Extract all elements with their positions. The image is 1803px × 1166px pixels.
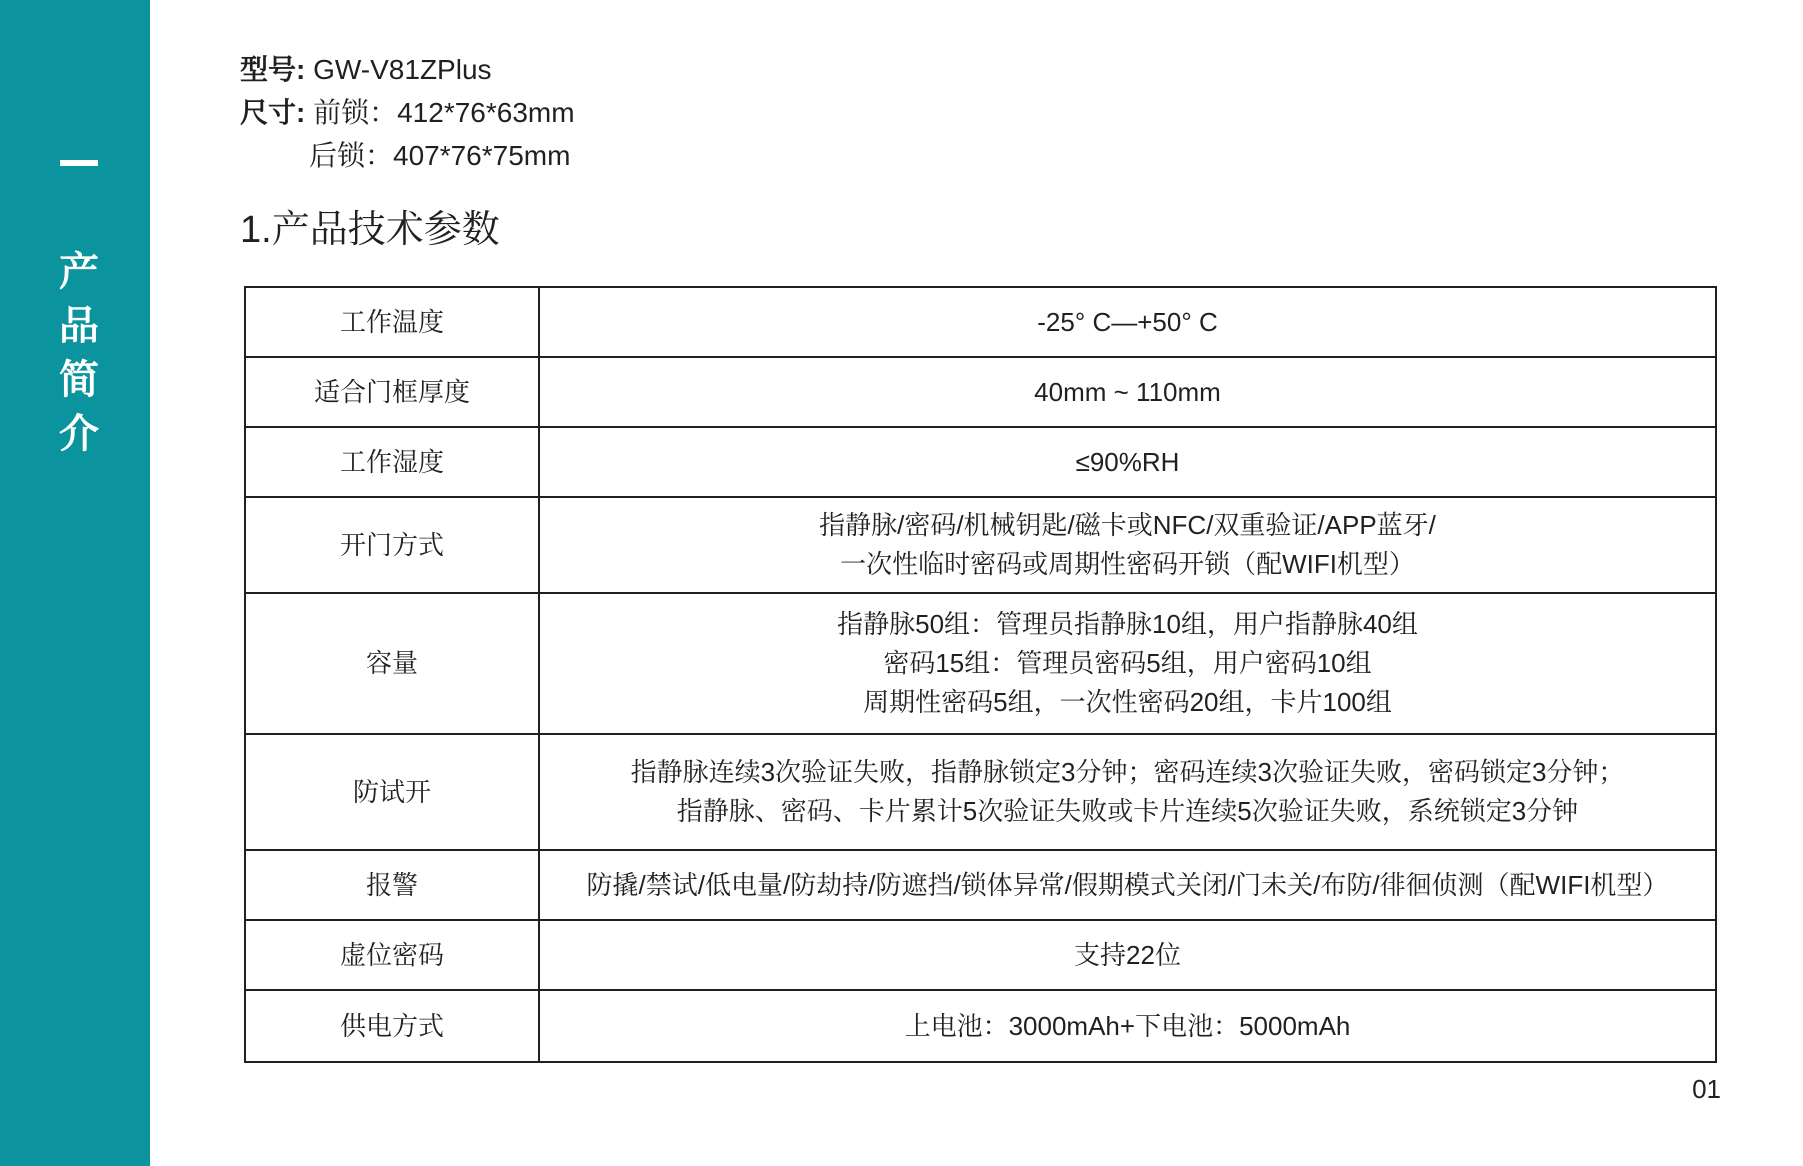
param-name: 防试开 [245, 734, 539, 850]
rear-lock-size: 后锁：407*76*75mm [309, 140, 571, 171]
table-row [245, 497, 1716, 593]
param-value-line: 防撬/禁试/低电量/防劫持/防遮挡/锁体异常/假期模式关闭/门未关/布防/徘徊侦测（配WIFI机型） [586, 869, 1669, 900]
param-value-line: ≤90%RH [1075, 446, 1180, 477]
param-name: 报警 [245, 850, 539, 920]
param-value-line: 40mm ~ 110mm [1034, 376, 1221, 407]
param-value [539, 593, 1716, 734]
table-row [245, 990, 1716, 1062]
table-row [245, 287, 1716, 357]
param-name: 容量 [245, 593, 539, 734]
param-name: 适合门框厚度 [245, 357, 539, 427]
param-value [539, 920, 1716, 990]
param-value [539, 287, 1716, 357]
param-name: 工作温度 [245, 287, 539, 357]
param-value [539, 990, 1716, 1062]
param-name: 开门方式 [245, 497, 539, 593]
param-value-line: 上电池：3000mAh+下电池：5000mAh [904, 1010, 1351, 1041]
param-value [539, 427, 1716, 497]
spec-table [244, 286, 1717, 1063]
size-label: 尺寸: [240, 97, 306, 128]
param-value [539, 850, 1716, 920]
rear-lock-line [240, 134, 575, 177]
table-row [245, 850, 1716, 920]
sidebar-dash [60, 160, 98, 166]
param-value-line: 指静脉连续3次验证失败，指静脉锁定3分钟；密码连续3次验证失败，密码锁定3分钟； [630, 757, 1625, 787]
param-value-line: 指静脉50组：管理员指静脉10组，用户指静脉40组 [837, 609, 1418, 639]
param-name: 供电方式 [245, 990, 539, 1062]
model-label: 型号: [240, 54, 306, 85]
sidebar [0, 0, 150, 1166]
section-title: 1.产品技术参数 [240, 209, 500, 251]
sidebar-title: 产品简介 [59, 249, 99, 457]
model-value: GW-V81ZPlus [313, 54, 492, 85]
param-name: 工作湿度 [245, 427, 539, 497]
param-value [539, 497, 1716, 593]
product-specs [240, 48, 575, 177]
page-number: 01 [1692, 1074, 1721, 1104]
param-value-line: 指静脉、密码、卡片累计5次验证失败或卡片连续5次验证失败，系统锁定3分钟 [676, 796, 1579, 826]
param-value-line: -25° C—+50° C [1037, 306, 1218, 337]
model-line [240, 48, 575, 91]
size-line [240, 91, 575, 134]
param-value-line: 周期性密码5组，一次性密码20组，卡片100组 [863, 687, 1392, 717]
table-row [245, 920, 1716, 990]
front-lock-size: 前锁：412*76*63mm [313, 97, 575, 128]
table-row [245, 427, 1716, 497]
param-value-line: 支持22位 [1074, 939, 1181, 970]
table-row [245, 357, 1716, 427]
param-name: 虚位密码 [245, 920, 539, 990]
param-value [539, 734, 1716, 850]
table-row [245, 593, 1716, 734]
table-row [245, 734, 1716, 850]
param-value-line: 指静脉/密码/机械钥匙/磁卡或NFC/双重验证/APP蓝牙/ [819, 510, 1436, 540]
param-value [539, 357, 1716, 427]
spec-table-body [245, 287, 1716, 1062]
param-value-line: 密码15组：管理员密码5组，用户密码10组 [883, 648, 1372, 678]
param-value-line: 一次性临时密码或周期性密码开锁（配WIFI机型） [840, 549, 1415, 579]
